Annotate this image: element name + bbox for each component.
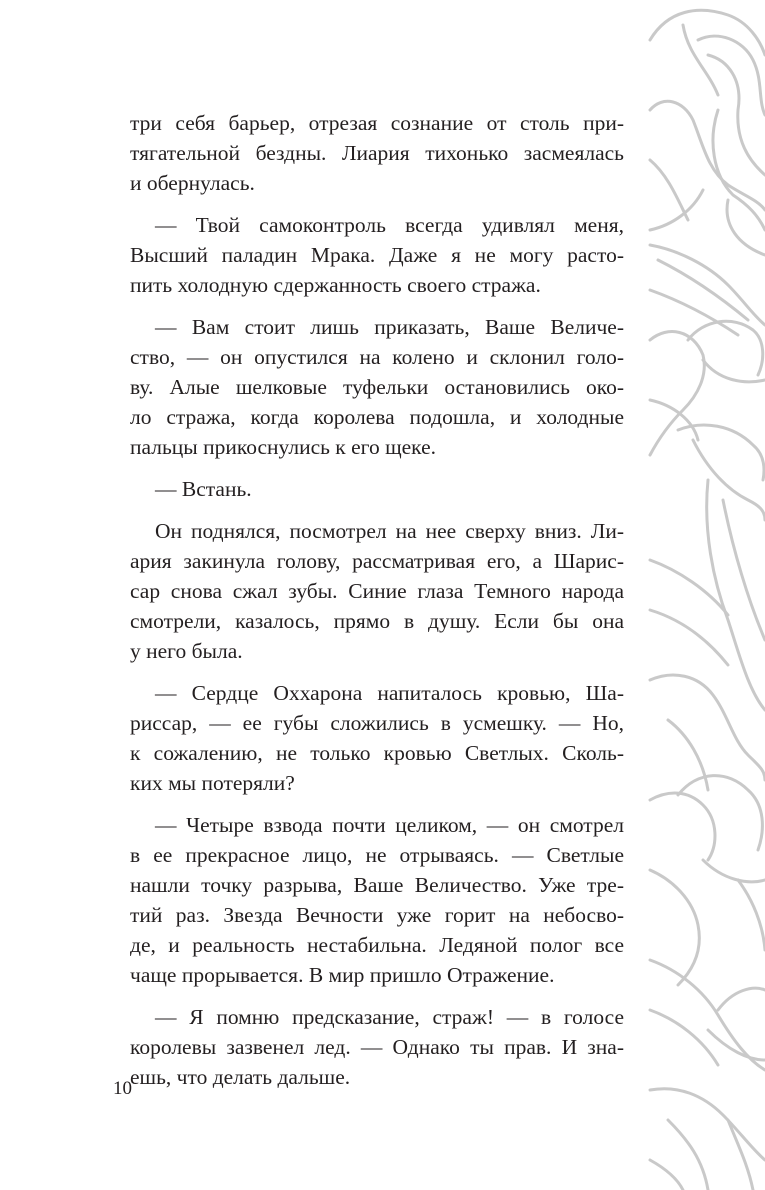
text-line: ешь, что делать дальше.: [130, 1065, 351, 1089]
text-line: у него была.: [130, 639, 243, 663]
text-line: ву. Алые шелковые туфельки остановились око-: [130, 375, 624, 399]
text-line: Высший паладин Мрака. Даже я не могу расто-: [130, 243, 624, 267]
text-line: сар снова сжал зубы. Синие глаза Темного народа: [130, 579, 624, 603]
text-line: де, и реальность нестабильна. Ледяной полог все: [130, 933, 624, 957]
text-line: пальцы прикоснулись к его щеке.: [130, 435, 437, 459]
text-line: пить холодную сдержанность своего стража.: [130, 273, 541, 297]
text-line: — Встань.: [155, 477, 252, 501]
text-line: — Твой самоконтроль всегда удивлял меня,: [155, 213, 624, 237]
text-line: три себя барьер, отрезая сознание от столь при-: [130, 111, 624, 135]
text-line: ких мы потеряли?: [130, 771, 295, 795]
floral-border-icon: [648, 0, 765, 1190]
text-line: к сожалению, не только кровью Светлых. Сколь-: [130, 741, 624, 765]
page-number: 10: [113, 1078, 132, 1099]
text-line: в ее прекрасное лицо, не отрываясь. — Светлые: [130, 843, 624, 867]
text-line: — Сердце Оххарона напиталось кровью, Ша-: [155, 681, 624, 705]
text-line: тягательной бездны. Лиария тихонько засмеялась: [130, 141, 624, 165]
text-line: ария закинула голову, рассматривая его, а Шарис-: [130, 549, 624, 573]
text-line: тий раз. Звезда Вечности уже горит на небосво-: [130, 903, 624, 927]
text-line: нашли точку разрыва, Ваше Величество. Уже тре-: [130, 873, 624, 897]
text-line: ство, — он опустился на колено и склонил голо-: [130, 345, 624, 369]
text-line: — Четыре взвода почти целиком, — он смотрел: [155, 813, 624, 837]
text-line: риссар, — ее губы сложились в усмешку. — Но,: [130, 711, 624, 735]
text-line: ло стража, когда королева подошла, и холодные: [130, 405, 624, 429]
text-line: и обернулась.: [130, 171, 255, 195]
text-line: Он поднялся, посмотрел на нее сверху вниз. Ли-: [155, 519, 624, 543]
text-line: королевы зазвенел лед. — Однако ты прав. И зна-: [130, 1035, 624, 1059]
text-line: — Вам стоит лишь приказать, Ваше Величе-: [155, 315, 624, 339]
text-line: смотрели, казалось, прямо в душу. Если бы она: [130, 609, 624, 633]
text-line: чаще прорывается. В мир пришло Отражение.: [130, 963, 555, 987]
text-line: — Я помню предсказание, страж! — в голосе: [155, 1005, 624, 1029]
